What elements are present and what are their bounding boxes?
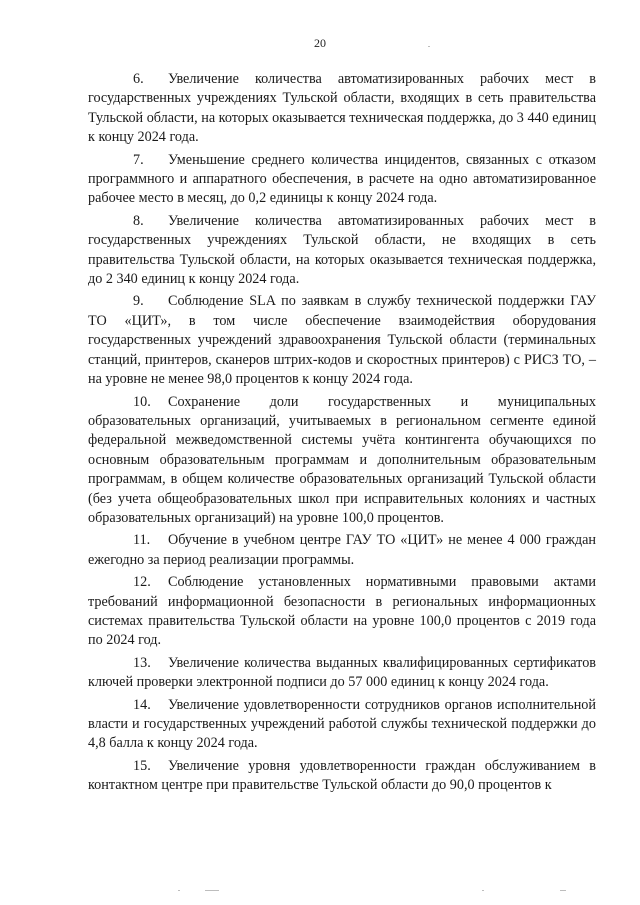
item-text: Обучение в учебном центре ГАУ ТО «ЦИТ» не менее 4 000 граждан ежегодно за период реализации программы. (88, 532, 596, 568)
item-number: 13. (133, 654, 151, 671)
list-item (88, 696, 596, 754)
item-number: 10. (133, 393, 151, 410)
item-text: Увеличение удовлетворенности сотрудников органов исполнительной власти и государственных учреждений работой службы технической поддержки до 4,8 балла к концу 2024 года. (88, 696, 596, 752)
list-item (88, 531, 596, 570)
list-item (88, 70, 596, 148)
list-item (88, 654, 596, 693)
list-item (88, 212, 596, 290)
item-number: 11. (133, 532, 151, 549)
item-number: 7. (133, 151, 144, 168)
item-number: 14. (133, 696, 151, 713)
item-text: Сохранение доли государственных и муниципальных образовательных организаций, учитываемых в региональном сегменте единой федеральной межведомственной системы учёта контингента обучающихся по основным образовательным программам и дополнительным образовательным программам, в общем количестве образовательных организаций Тульской области (без учета общеобразовательных школ при исправительных колониях и частных образовательных организаций) на уровне 100,0 процентов. (88, 393, 596, 526)
item-text: Соблюдение установленных нормативными правовыми актами требований информационной безопасности в региональных информационных системах правительства Тульской области на уровне 100,0 процентов с 2019 года по 2024 год. (88, 574, 596, 649)
page-number: 20 (314, 36, 326, 50)
item-number: 9. (133, 293, 144, 310)
item-number: 6. (133, 71, 144, 87)
item-text: Увеличение уровня удовлетворенности граждан обслуживанием в контактном центре при правительстве Тульской области до 90,0 процентов к (88, 757, 596, 794)
scan-speck (428, 46, 430, 47)
item-text: Увеличение количества автоматизированных рабочих мест в государственных учреждениях Тульской области, входящих в сеть правительства Тульской области, на которых оказывается техническая поддержка, до 3 440 единиц к концу 2024 года. (88, 71, 596, 146)
list-item (88, 292, 596, 389)
item-number: 8. (133, 212, 144, 229)
item-text: Уменьшение среднего количества инцидентов, связанных с отказом программного и аппаратного обеспечения, в расчете на одно автоматизированное рабочее место в месяц, до 0,2 единицы к концу 2024 года. (88, 151, 596, 207)
list-item (88, 573, 596, 651)
scan-speck (205, 890, 219, 891)
document-body (88, 70, 596, 796)
item-text: Соблюдение SLA по заявкам в службу технической поддержки ГАУ ТО «ЦИТ», в том числе обеспечение взаимодействия оборудования государственных учреждений здравоохранения Тульской области (терминальных станций, принтеров, сканеров штрих-кодов и скоростных принтеров) с РИСЗ ТО, – на уровне не менее 98,0 процентов к концу 2024 года. (88, 293, 596, 388)
item-text: Увеличение количества автоматизированных рабочих мест в государственных учреждениях Тульской области, не входящих в сеть правительства Тульской области, на которых оказывается техническая поддержка, до 2 340 единиц к концу 2024 года. (88, 212, 596, 288)
item-number: 15. (133, 757, 151, 774)
list-item (88, 393, 596, 529)
item-text: Увеличение количества выданных квалифицированных сертификатов ключей проверки электронной подписи до 57 000 единиц к концу 2024 года. (88, 654, 596, 691)
scan-speck (482, 890, 484, 891)
list-item (88, 757, 596, 796)
scan-speck (178, 890, 180, 891)
list-item (88, 151, 596, 209)
item-number: 12. (133, 574, 151, 591)
scan-speck (560, 890, 566, 891)
